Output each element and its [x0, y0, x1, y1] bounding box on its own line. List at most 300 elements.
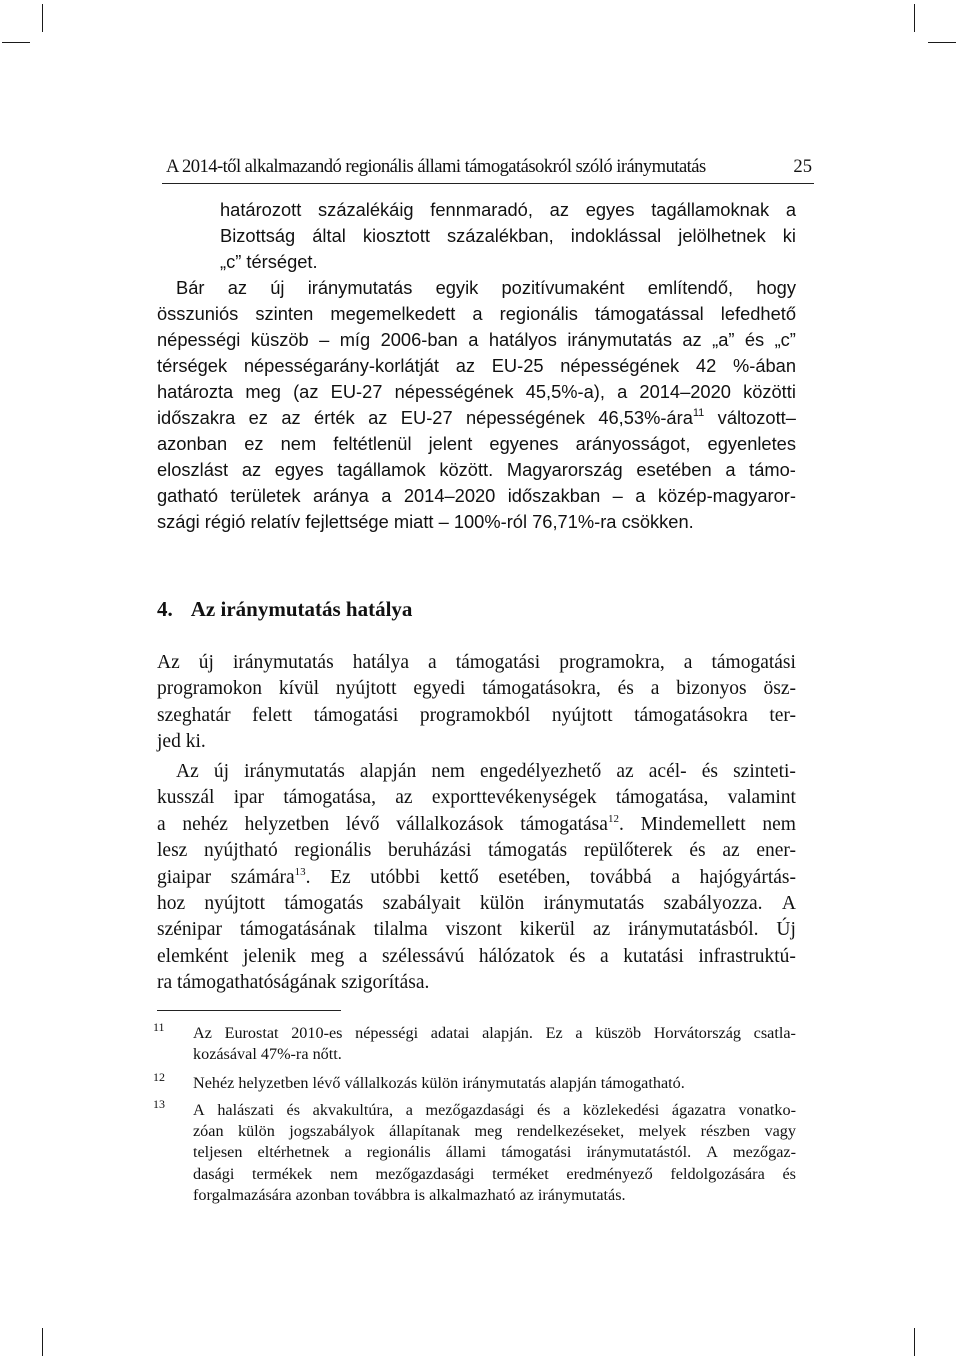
word: és: [286, 1101, 301, 1119]
word-text: helyzetben: [244, 813, 330, 835]
word: külön: [237, 1122, 275, 1141]
word-text: új: [270, 277, 285, 298]
word-text: arányosságot,: [575, 433, 691, 454]
word-text: repülőterek: [583, 840, 673, 862]
crop-mark-bottom-left: [42, 1328, 43, 1356]
word-text: az: [241, 459, 262, 480]
word-text: –: [319, 329, 330, 350]
word-text: ez: [244, 433, 264, 454]
word-text: vállalkozások: [396, 813, 504, 835]
word: [157, 891, 185, 917]
word-text: számára: [230, 866, 295, 888]
word-text: programokra,: [559, 652, 665, 673]
word: [308, 275, 413, 301]
word: [157, 944, 228, 970]
word: [330, 301, 455, 327]
footnote-separator: [157, 1010, 341, 1011]
word-text: fennmaradó,: [430, 199, 533, 220]
paragraph-line: [157, 353, 796, 379]
word-text: alapján: [359, 761, 417, 782]
word: [396, 812, 503, 838]
word-text: regionális: [499, 303, 578, 324]
footnote-line: [193, 1141, 796, 1163]
word: [368, 405, 387, 431]
word: [728, 785, 796, 811]
word-text: iránymutatásból.: [628, 919, 759, 941]
word-text: kiosztott: [362, 225, 430, 246]
word: [275, 457, 324, 483]
word: iránymutatás.: [537, 1185, 626, 1204]
word-text: nyújtott: [551, 704, 613, 726]
word: [718, 405, 796, 431]
word-text: nem: [431, 761, 465, 782]
paragraph-line: [157, 729, 796, 755]
word: a: [405, 1101, 413, 1119]
word-text: iránymutatás: [543, 893, 645, 914]
word-text: időszakban: [507, 485, 601, 506]
word: jogszabályok: [289, 1122, 375, 1141]
word: alapján: [549, 1074, 601, 1092]
word-text: és: [701, 761, 718, 782]
word-text: „c”: [220, 251, 242, 272]
word-text: iránymutatás: [307, 277, 413, 298]
footnote-line: [193, 1099, 796, 1121]
word: [360, 759, 416, 785]
word-text: határozott: [220, 199, 302, 220]
word: vállalkozás: [344, 1074, 422, 1092]
word-text: jelölhetnek: [678, 225, 766, 246]
footnote-line: [193, 1120, 796, 1142]
paragraph-line: [157, 970, 796, 996]
word: [559, 650, 665, 676]
word-text: 76,71%-ra: [532, 511, 617, 532]
word-text: elemként: [157, 945, 229, 967]
paragraph-line: [157, 917, 796, 943]
word: [598, 405, 704, 431]
word: [305, 509, 393, 535]
word: [157, 812, 166, 838]
word: [576, 431, 691, 457]
word: [270, 275, 284, 301]
word-text: a: [599, 945, 609, 967]
word-text: összuniós: [157, 303, 239, 324]
word: [684, 650, 693, 676]
word: [480, 759, 601, 785]
word: [617, 379, 627, 405]
word: [552, 703, 613, 729]
word: [634, 703, 748, 729]
word: [255, 301, 313, 327]
word: [664, 891, 763, 917]
word: [388, 838, 471, 864]
word-text: ener-: [756, 840, 796, 862]
word-text: és: [569, 945, 586, 967]
word-text: nem: [280, 433, 317, 454]
word-text: kettő: [439, 866, 479, 888]
word-text: 2014–2020: [639, 381, 731, 402]
word: [590, 865, 652, 891]
word-text: a: [468, 329, 479, 350]
paragraph-line: [157, 509, 796, 535]
word: Az: [193, 1024, 212, 1042]
word-text: feltétlenül: [333, 433, 412, 454]
word: [176, 275, 204, 301]
word: közlekedési: [582, 1101, 660, 1119]
word-text: egyenletes: [707, 433, 796, 454]
word: [199, 650, 214, 676]
word-text: népességének: [560, 355, 680, 376]
word: [374, 917, 428, 943]
word-text: Mindemellett: [640, 813, 746, 835]
word-text: és: [617, 678, 634, 700]
paragraph-line: [157, 457, 796, 483]
word: [157, 405, 235, 431]
paragraph-line: [157, 865, 796, 891]
word-text: engedélyezhető: [480, 761, 602, 782]
word: [294, 838, 371, 864]
word-text: meg: [310, 945, 345, 967]
word-text: hatálya: [352, 652, 409, 673]
word-text: szélessávú: [381, 945, 465, 967]
word-text: hálózatok: [478, 945, 555, 967]
word: [492, 353, 544, 379]
crop-mark-top-left: [2, 42, 30, 43]
word: [658, 483, 796, 509]
word-text: nyújtható: [204, 840, 278, 862]
word: helyzetben: [238, 1074, 313, 1092]
paragraph-line: [157, 650, 796, 676]
word: [157, 327, 240, 353]
word-text: az: [682, 329, 702, 350]
word-text: az: [281, 407, 301, 428]
word-text: területek: [230, 485, 301, 506]
word-text: Magyarország: [506, 459, 623, 480]
word: [157, 431, 227, 457]
paragraph-line: [176, 759, 796, 785]
word: [220, 223, 295, 249]
word-text: új: [213, 761, 230, 782]
word: [363, 223, 430, 249]
word-text: támogatási: [313, 704, 399, 726]
word-text: 2006-ban: [380, 329, 458, 350]
word-text: Bizottság: [220, 225, 296, 246]
word-text: jelent: [428, 433, 473, 454]
word: [330, 865, 351, 891]
paragraph-line: [157, 703, 796, 729]
word: [623, 944, 684, 970]
word-text: hajógyártás-: [699, 866, 796, 888]
word: [244, 431, 263, 457]
word-text: iránymutatás: [244, 761, 345, 782]
word-text: iránymutatás: [567, 329, 672, 350]
word: [157, 650, 180, 676]
word: kozásával: [193, 1045, 261, 1064]
word: [447, 223, 554, 249]
word: [488, 838, 567, 864]
word: [428, 650, 437, 676]
word-text: népességi: [157, 329, 241, 350]
word-text: programokon: [157, 678, 263, 700]
word: [157, 785, 214, 811]
word-text: egyes: [585, 199, 635, 220]
word-text: a: [472, 303, 483, 324]
word-text: által: [312, 225, 346, 246]
section-heading: [157, 597, 412, 622]
word-text: az: [592, 919, 611, 941]
word-text: azonban: [157, 433, 228, 454]
paragraph-line: [157, 327, 796, 353]
word-text: felett: [252, 704, 293, 726]
word: [432, 785, 597, 811]
word: [712, 327, 734, 353]
word-text: fejlettsége: [305, 511, 389, 532]
word-text: szabályozza.: [663, 893, 763, 914]
word: [636, 457, 711, 483]
word: [678, 223, 765, 249]
word: [613, 483, 623, 509]
word: továbbra: [353, 1185, 415, 1204]
footnote-number: 12: [153, 1070, 165, 1084]
word-text: tagállamoknak: [651, 199, 770, 220]
word: mezőgazdasági: [425, 1101, 525, 1119]
word-text: az: [368, 407, 388, 428]
word-text: eloszlást: [157, 459, 229, 480]
word-text: térséget.: [246, 251, 318, 272]
word-text: EU-27: [330, 381, 383, 402]
word: [279, 676, 319, 702]
word: [550, 197, 569, 223]
section-heading-title: Az iránymutatás hatálya: [190, 597, 413, 621]
word-text: 46,53%-ára: [598, 407, 693, 428]
word: [651, 676, 660, 702]
word: [252, 703, 292, 729]
word: [440, 865, 479, 891]
word-text: míg: [339, 329, 371, 350]
word-text: nehéz: [182, 813, 228, 835]
word: [313, 483, 369, 509]
word: [763, 676, 796, 702]
word-text: ter-: [769, 704, 796, 726]
word: [520, 917, 575, 943]
word: A: [193, 1101, 205, 1119]
word: [689, 838, 705, 864]
word-text: jed: [157, 731, 181, 753]
paragraph-line: [157, 785, 796, 811]
word-text: a: [725, 459, 736, 480]
word: [783, 223, 796, 249]
word: [439, 457, 493, 483]
word: [498, 865, 570, 891]
word: [244, 759, 345, 785]
word: [635, 483, 645, 509]
paragraph-line: [157, 891, 796, 917]
crop-mark-top-right: [914, 4, 915, 32]
word: [281, 431, 317, 457]
word-text: lévő: [345, 813, 380, 835]
word: vonatko-: [738, 1101, 796, 1119]
word-text: „c”: [774, 329, 796, 350]
word-text: programokból: [419, 704, 531, 726]
word: [628, 917, 759, 943]
word-text: százalékáig: [318, 199, 414, 220]
word-text: külön: [479, 893, 525, 914]
word-text: viszont: [445, 919, 502, 941]
word: [157, 457, 228, 483]
word-text: térségek: [157, 355, 228, 376]
word: a: [575, 1024, 583, 1042]
paragraph-line: [176, 275, 796, 301]
word: [480, 891, 524, 917]
word: terméket: [492, 1164, 549, 1183]
word: [283, 785, 376, 811]
word: zóan: [193, 1122, 224, 1141]
word: [532, 509, 621, 535]
word: [600, 944, 609, 970]
word: [586, 197, 635, 223]
word: eltérhetnek: [257, 1143, 330, 1162]
crop-mark-bottom-right: [914, 1328, 915, 1356]
word: nem: [329, 1164, 358, 1183]
word-text: támogatásokra,: [482, 678, 601, 700]
word-text: Az: [157, 652, 180, 673]
word: [508, 483, 601, 509]
word: [595, 301, 704, 327]
word-text: regionális: [294, 840, 372, 862]
word: [649, 759, 687, 785]
word-text: százalékban,: [447, 225, 554, 246]
footnote-line: [193, 1043, 796, 1065]
word-text: 45,5%-a),: [525, 381, 605, 402]
word: [502, 275, 625, 301]
word: [157, 838, 187, 864]
word: halászati: [217, 1101, 274, 1119]
word: [431, 759, 465, 785]
word: a: [344, 1143, 352, 1162]
word-text: és: [744, 329, 765, 350]
word: [454, 509, 532, 535]
word-text: ki: [782, 225, 796, 246]
word-text: acél-: [648, 761, 687, 782]
word: [186, 729, 206, 755]
word-text: hoz: [157, 893, 186, 914]
word-text: ez: [248, 407, 268, 428]
word-text: a: [428, 652, 437, 673]
word-text: esetében,: [498, 866, 571, 888]
word: [319, 327, 329, 353]
word: alkalmazható: [429, 1185, 520, 1204]
running-header: [162, 155, 814, 184]
word-text: .: [305, 866, 311, 888]
word: [648, 275, 733, 301]
word: [337, 457, 425, 483]
word: [341, 970, 429, 996]
word: [430, 197, 533, 223]
word: [381, 327, 458, 353]
word-text: nyújtott: [335, 678, 397, 700]
word-text: a: [683, 652, 693, 673]
word: [472, 301, 482, 327]
word: részben: [700, 1122, 751, 1141]
word-text: támogatás: [284, 893, 364, 914]
word-text: nem: [762, 813, 796, 835]
word: [593, 917, 610, 943]
word-text: a: [650, 678, 660, 700]
word: [242, 457, 261, 483]
word: [157, 379, 233, 405]
word: [749, 457, 796, 483]
word: [733, 353, 796, 379]
word-text: tilalma: [373, 919, 428, 941]
word-text: szénipar: [157, 919, 222, 941]
word-text: tagállamok: [337, 459, 426, 480]
word-text: hogy: [756, 277, 796, 298]
word: eredményező: [566, 1164, 653, 1183]
word-text: beruházási: [388, 840, 472, 862]
paragraph-line: [157, 812, 796, 838]
word: [702, 759, 718, 785]
word: [228, 275, 247, 301]
word: [671, 865, 680, 891]
paragraph-line: [157, 301, 796, 327]
word-text: nyújtott: [204, 893, 266, 914]
paragraph-line: [157, 676, 796, 702]
word: [584, 838, 673, 864]
word-text: kikerül: [519, 919, 576, 941]
word-text: bizonyos: [676, 678, 747, 700]
word: és: [537, 1101, 551, 1119]
word: [769, 703, 796, 729]
footnote-reference: 12: [607, 812, 619, 825]
word: [404, 483, 496, 509]
word-text: Az: [176, 761, 199, 782]
word-text: meg: [245, 381, 281, 402]
word: [733, 759, 796, 785]
word: [383, 891, 461, 917]
word: [311, 944, 345, 970]
word: [439, 509, 454, 535]
footnote-line: [193, 1072, 796, 1094]
word: [571, 223, 661, 249]
word: [776, 917, 796, 943]
word: [293, 379, 318, 405]
word: [246, 249, 317, 275]
word: iránymutatástól.: [586, 1143, 692, 1162]
word: [682, 327, 701, 353]
word: Nehéz: [193, 1074, 239, 1092]
paragraph-line: [157, 431, 796, 457]
word: [725, 457, 735, 483]
word: azonban: [295, 1185, 354, 1204]
word: [526, 379, 605, 405]
page-number: 25: [793, 156, 812, 177]
footnote-reference: 11: [692, 407, 705, 419]
word-text: miatt: [393, 511, 434, 532]
word: regionális: [366, 1143, 431, 1162]
word-text: (az: [293, 381, 319, 402]
word: [249, 405, 268, 431]
word: [429, 431, 473, 457]
word: [436, 275, 479, 301]
word: [381, 483, 391, 509]
word: [639, 379, 731, 405]
word-text: küszöb: [250, 329, 309, 350]
word: [204, 838, 278, 864]
word: [762, 812, 796, 838]
word-text: esetében: [636, 459, 712, 480]
word-text: %-ában: [732, 355, 796, 376]
word: melyek: [638, 1122, 687, 1141]
word-text: új: [198, 652, 214, 673]
